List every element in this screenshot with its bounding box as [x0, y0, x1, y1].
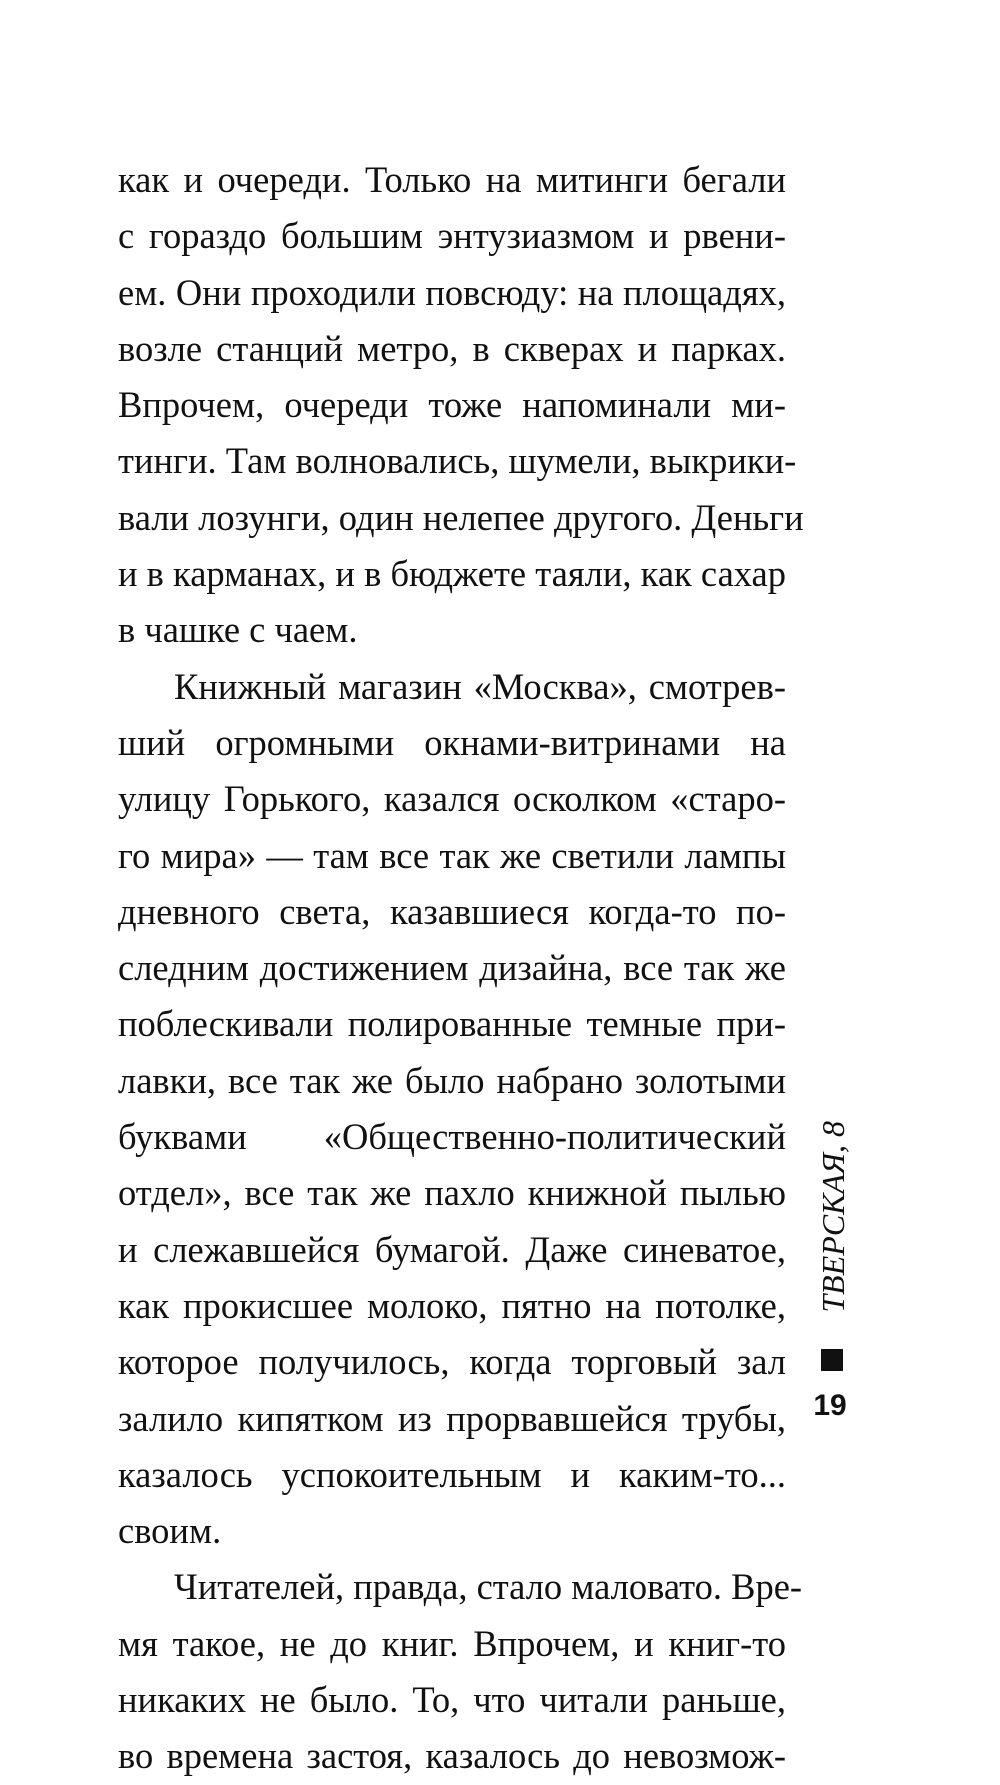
text-line: с гораздо большим энтузиазмом и рвени- [118, 215, 786, 257]
text-line: ший огромными окнами-витринами на [118, 721, 786, 763]
paragraph-first-line: Книжный магазин «Москва», смотрев- [174, 665, 786, 707]
page-body-text [118, 152, 804, 1785]
page-number: 19 [813, 1389, 847, 1422]
text-line: поблескивали полированные темные при- [118, 1003, 786, 1045]
text-line: вали лозунги, один нелепее другого. Деньги [118, 496, 804, 538]
text-line: и в карманах, и в бюджете таяли, как сахар [118, 553, 786, 595]
text-line: го мира» — там все так же светили лампы [118, 834, 786, 876]
text-line: Впрочем, очереди тоже напоминали ми- [118, 384, 786, 426]
text-line: мя такое, не до книг. Впрочем, и книг-то [118, 1622, 786, 1664]
text-line: своим. [118, 1510, 222, 1552]
text-line: и слежавшейся бумагой. Даже синеватое, [118, 1228, 786, 1270]
running-head-title: ТВЕРСКАЯ, 8 [815, 1121, 851, 1313]
text-line: как прокисшее молоко, пятно на потолке, [118, 1284, 786, 1326]
text-line: возле станций метро, в скверах и парках. [118, 327, 786, 369]
square-marker-icon [821, 1349, 843, 1371]
text-line: следним достижением дизайна, все так же [118, 947, 786, 989]
text-line: улицу Горького, казался осколком «старо- [118, 778, 786, 820]
text-line: лавки, все так же было набрано золотыми [118, 1059, 786, 1101]
text-line: как и очереди. Только на митинги бегали [118, 159, 786, 200]
text-line: тинги. Там волновались, шумели, выкрики- [118, 440, 797, 482]
paragraph-first-line: Читателей, правда, стало маловато. Вре- [174, 1566, 803, 1608]
text-line: никаких не было. То, что читали раньше, [118, 1679, 786, 1721]
text-line: во времена застоя, казалось до невозмож- [118, 1735, 786, 1777]
text-line: дневного света, казавшиеся когда-то по- [118, 890, 786, 932]
text-line: ем. Они проходили повсюду: на площадях, [118, 271, 786, 313]
text-line: которое получилось, когда торговый зал [118, 1341, 786, 1383]
text-line: в чашке с чаем. [118, 609, 358, 651]
text-line: буквами «Общественно-политический [118, 1116, 786, 1158]
text-line: казалось успокоительным и каким-то... [118, 1453, 786, 1495]
text-line: залило кипятком из прорвавшейся трубы, [118, 1397, 786, 1439]
text-line: отдел», все так же пахло книжной пылью [118, 1172, 786, 1214]
